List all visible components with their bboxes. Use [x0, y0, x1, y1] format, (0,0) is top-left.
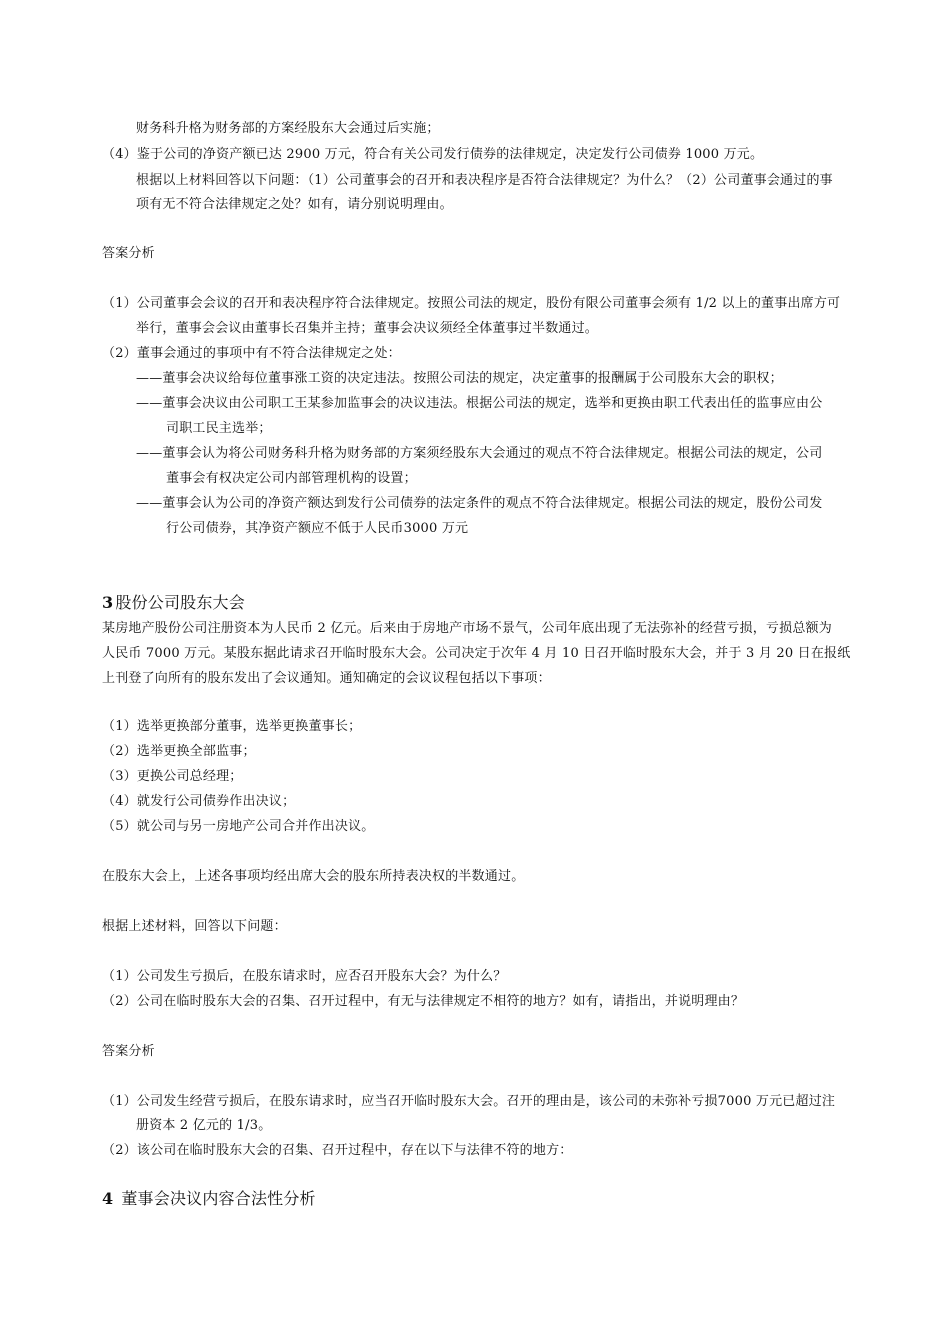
text-line: 在股东大会上，上述各事项均经出席大会的股东所持表决权的半数通过。	[102, 869, 525, 884]
text-line: （1）公司发生经营亏损后，在股东请求时，应当召开临时股东大会。召开的理由是，该公司的未弥补亏损7000 万元已超过注	[102, 1094, 836, 1109]
section-3-heading	[102, 592, 245, 614]
text-line: ——董事会决议给每位董事涨工资的决定违法。按照公司法的规定，决定董事的报酬属于公司股东大会的职权；	[136, 371, 783, 386]
list-item: （3）更换公司总经理；	[102, 769, 243, 784]
text-line: 上刊登了向所有的股东发出了会议通知。通知确定的会议议程包括以下事项：	[102, 671, 551, 686]
text-line: 财务科升格为财务部的方案经股东大会通过后实施；	[136, 121, 440, 136]
section-number: 4	[102, 1189, 114, 1208]
section-title: 董事会决议内容合法性分析	[121, 1189, 316, 1208]
answer-heading: 答案分析	[102, 1044, 155, 1059]
text-line: （1）公司董事会会议的召开和表决程序符合法律规定。按照公司法的规定，股份有限公司董事会须有 1/2 以上的董事出席方可	[102, 296, 841, 311]
section-title: 股份公司股东大会	[115, 593, 245, 612]
section-number: 3	[102, 593, 114, 612]
list-item: （4）就发行公司债券作出决议；	[102, 794, 296, 809]
text-line: 册资本 2 亿元的 1/3。	[136, 1118, 272, 1133]
text-line: ——董事会认为公司的净资产额达到发行公司债券的法定条件的观点不符合法律规定。根据公司法的规定，股份公司发	[136, 496, 823, 511]
list-item: （5）就公司与另一房地产公司合并作出决议。	[102, 819, 375, 834]
list-item: （2）选举更换全部监事；	[102, 744, 256, 759]
text-line: 根据以上材料回答以下问题：（1）公司董事会的召开和表决程序是否符合法律规定？为什么？（2）公司董事会通过的事	[136, 173, 833, 188]
question-line: （1）公司发生亏损后，在股东请求时，应否召开股东大会？为什么？	[102, 969, 507, 984]
text-line: ——董事会决议由公司职工王某参加监事会的决议违法。根据公司法的规定，选举和更换由职工代表出任的监事应由公	[136, 396, 823, 411]
text-line: 人民币 7000 万元。某股东据此请求召开临时股东大会。公司决定于次年 4 月 10 日召开临时股东大会，并于 3 月 20 日在报纸	[102, 646, 851, 661]
text-line: 项有无不符合法律规定之处？如有，请分别说明理由。	[136, 197, 453, 212]
text-line: 司职工民主选举；	[166, 421, 272, 436]
text-line: 董事会有权决定公司内部管理机构的设置；	[166, 471, 417, 486]
answer-heading: 答案分析	[102, 246, 155, 261]
text-line: 根据上述材料，回答以下问题：	[102, 919, 287, 934]
section-4-heading	[102, 1188, 316, 1210]
list-item: （1）选举更换部分董事，选举更换董事长；	[102, 719, 362, 734]
text-line: 举行，董事会会议由董事长召集并主持；董事会决议须经全体董事过半数通过。	[136, 321, 599, 336]
text-line: （2）该公司在临时股东大会的召集、召开过程中，存在以下与法律不符的地方：	[102, 1143, 573, 1158]
text-line: （2）董事会通过的事项中有不符合法律规定之处：	[102, 346, 401, 361]
question-line: （2）公司在临时股东大会的召集、召开过程中，有无与法律规定不相符的地方？如有，请指出，并说明理由？	[102, 994, 745, 1009]
text-line: （4）鉴于公司的净资产额已达 2900 万元，符合有关公司发行债券的法律规定，决定发行公司债券 1000 万元。	[102, 147, 764, 162]
text-line: 某房地产股份公司注册资本为人民币 2 亿元。后来由于房地产市场不景气，公司年底出现了无法弥补的经营亏损，亏损总额为	[102, 621, 832, 636]
text-line: 行公司债券，其净资产额应不低于人民币3000 万元	[166, 521, 469, 536]
text-line: ——董事会认为将公司财务科升格为财务部的方案须经股东大会通过的观点不符合法律规定。根据公司法的规定，公司	[136, 446, 823, 461]
